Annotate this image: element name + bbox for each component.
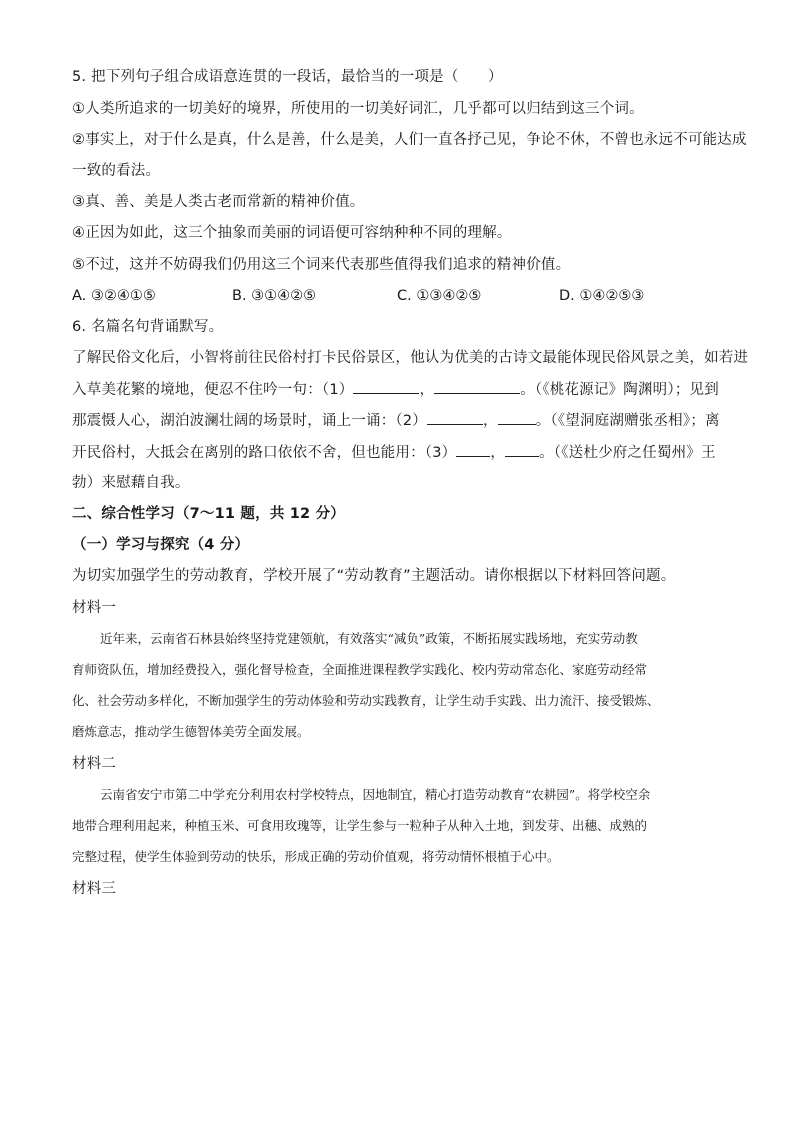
q6-line-5: 勃）来慰藉自我。	[72, 475, 190, 491]
q5-option-a[interactable]: A. ③②④①⑤	[72, 288, 156, 304]
q5-options	[72, 286, 732, 306]
q5-option-b[interactable]: B. ③①④②⑤	[232, 288, 317, 304]
material-2-line-2: 地带合理利用起来，种植玉米、可食用玫瑰等，让学生参与一粒种子从种入土地，到发芽、出穗、成熟的	[72, 818, 648, 833]
q6-line-3-text-b: ，	[482, 413, 498, 429]
q5-option-c[interactable]: C. ①③④②⑤	[397, 288, 482, 304]
q6-line-3	[72, 410, 720, 431]
q6-line-3-text-a: 那震慑人心，湖泊波澜壮阔的场景时，诵上一诵：（2）	[72, 413, 427, 429]
q6-blank-3a[interactable]	[456, 442, 490, 457]
q5-sentence-5: ⑤不过，这并不妨碍我们仍用这三个词来代表那些值得我们追求的精神价值。	[72, 257, 571, 273]
q5-sentence-4: ④正因为如此，这三个抽象而美丽的词语便可容纳种种不同的理解。	[72, 225, 512, 241]
q5-sentence-1: ①人类所追求的一切美好的境界，所使用的一切美好词汇，几乎都可以归结到这三个词。	[72, 101, 644, 117]
q5-stem: 5. 把下列句子组合成语意连贯的一段话，最恰当的一项是（ ）	[72, 69, 503, 85]
material-2-line-1: 云南省安宁市第二中学充分利用农村学校特点，因地制宜，精心打造劳动教育“农耕园”。将学校空余	[100, 787, 651, 802]
q6-stem: 6. 名篇名句背诵默写。	[72, 319, 224, 335]
section-2-sub-1: （一）学习与探究（4 分）	[72, 537, 250, 553]
q6-line-2-text-a: 入草美花繁的境地，便忍不住吟一句：（1）	[72, 382, 354, 398]
q6-blank-1b[interactable]	[434, 379, 520, 394]
q6-line-2	[72, 379, 719, 400]
q6-blank-3b[interactable]	[505, 442, 539, 457]
q6-blank-2b[interactable]	[498, 410, 536, 425]
q5-option-d[interactable]: D. ①④②⑤③	[559, 288, 645, 304]
material-2-label: 材料二	[72, 756, 117, 772]
q6-line-4-text-a: 开民俗村，大抵会在离别的路口依依不舍，但也能用：（3）	[72, 445, 457, 461]
material-1-label: 材料一	[72, 600, 117, 616]
q5-sentence-3: ③真、善、美是人类古老而常新的精神价值。	[72, 194, 365, 210]
q6-line-1: 了解民俗文化后，小智将前往民俗村打卡民俗景区，他认为优美的古诗文最能体现民俗风景之美，如若进	[72, 350, 749, 366]
q6-line-2-text-b: ，	[419, 382, 435, 398]
material-1-line-1: 近年来，云南省石林县始终坚持党建领航，有效落实“减负”政策，不断拓展实践场地，充实劳动教	[100, 631, 638, 646]
q6-line-2-text-c: 。（《桃花源记》陶渊明）；见到	[520, 382, 719, 398]
material-1-line-3: 化、社会劳动多样化，不断加强学生的劳动体验和劳动实践教育，让学生动手实践、出力流汗、接受锻炼、	[72, 693, 660, 708]
q5-sentence-2a: ②事实上，对于什么是真，什么是善，什么是美，人们一直各抒己见，争论不休，不曾也永远不可能达成	[72, 132, 747, 148]
material-1-line-2: 育师资队伍，增加经费投入，强化督导检查，全面推进课程教学实践化、校内劳动常态化、家庭劳动经常	[72, 662, 648, 677]
material-2-line-3: 完整过程，使学生体验到劳动的快乐，形成正确的劳动价值观，将劳动情怀根植于心中。	[72, 849, 560, 864]
q6-blank-2a[interactable]	[427, 410, 483, 425]
q6-line-4	[72, 442, 716, 463]
q6-line-4-text-c: 。（《送杜少府之任蜀州》王	[539, 445, 716, 461]
material-1-line-4: 磨炼意志，推动学生德智体美劳全面发展。	[72, 724, 310, 739]
q6-line-4-text-b: ，	[490, 445, 506, 461]
q5-sentence-2b: 一致的看法。	[72, 163, 161, 179]
q6-line-3-text-c: 。（《望洞庭湖赠张丞相》；离	[535, 413, 720, 429]
section-2-title: 二、综合性学习（7～11 题，共 12 分）	[72, 506, 345, 522]
material-3-label: 材料三	[72, 881, 117, 897]
section-2-intro: 为切实加强学生的劳动教育，学校开展了“劳动教育”主题活动。请你根据以下材料回答问题。	[72, 568, 676, 584]
q6-blank-1a[interactable]	[353, 379, 419, 394]
